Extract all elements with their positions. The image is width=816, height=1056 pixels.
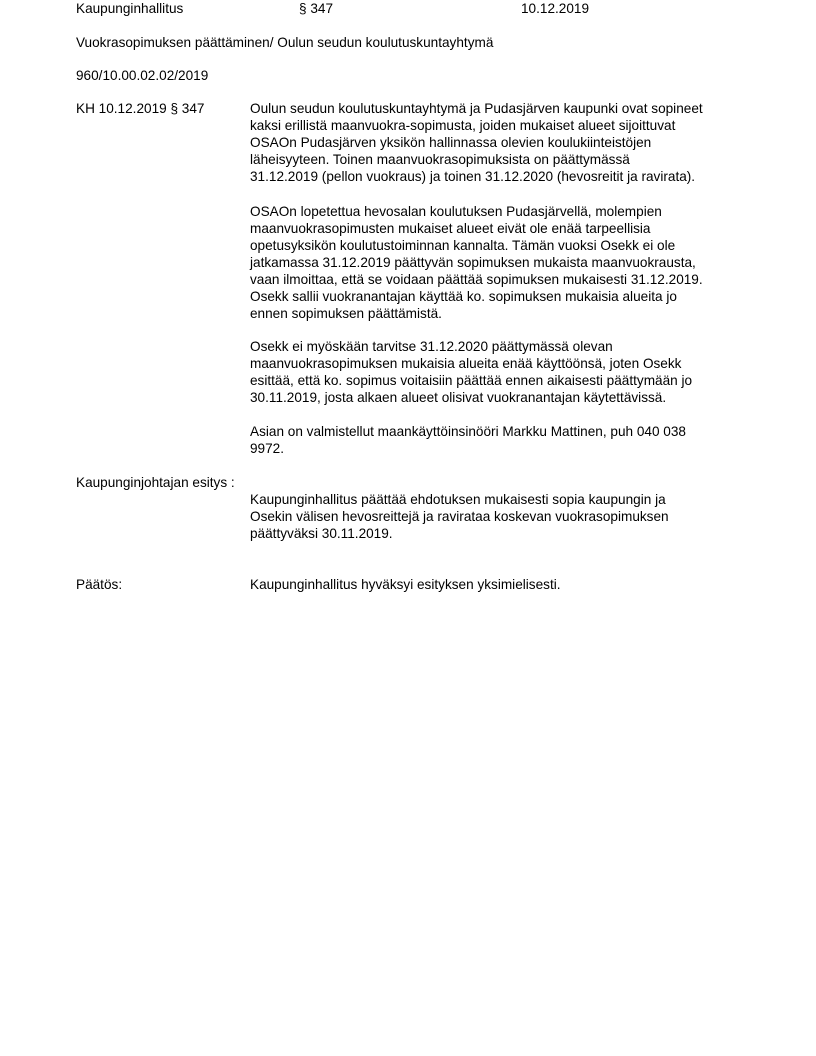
body-line: esittää, että ko. sopimus voitaisiin päättää ennen aikaisesti päättymään jo [250,373,693,388]
body-paragraph-3 [250,338,750,406]
body-line: Oulun seudun koulutuskuntayhtymä ja Pudasjärven kaupunki ovat sopineet [250,101,703,116]
decision-label: Päätös: [76,577,123,592]
item-reference: KH 10.12.2019 § 347 [76,101,205,116]
body-line: jatkamassa 31.12.2019 päättyvän sopimuksen mukaista maanvuokrausta, [250,255,696,270]
proposal-text [250,491,750,542]
proposal-line: Kaupunginhallitus päättää ehdotuksen mukaisesti sopia kaupungin ja [250,492,666,507]
body-line: kaksi erillistä maanvuokra-sopimusta, joiden mukaiset alueet sijoittuvat [250,118,676,133]
body-line: 9972. [250,441,285,456]
header-section: § 347 [299,1,334,16]
header-date: 10.12.2019 [521,1,590,16]
body-paragraph-4 [250,423,750,457]
decision-text: Kaupunginhallitus hyväksyi esityksen yksimielisesti. [250,577,561,592]
body-line: opetusyksikön koulutustoiminnan kannalta. Tämän vuoksi Osekk ei ole [250,238,676,253]
body-line: läheisyyteen. Toinen maanvuokrasopimuksista on päättymässä [250,152,630,167]
header-organ: Kaupunginhallitus [76,1,184,16]
body-line: ennen sopimuksen päättämistä. [250,306,442,321]
body-line: 31.12.2019 (pellon vuokraus) ja toinen 31.12.2020 (hevosreitit ja ravirata). [250,169,696,184]
body-line: OSAOn lopetettua hevosalan koulutuksen Pudasjärvellä, molempien [250,204,662,219]
proposal-label: Kaupunginjohtajan esitys : [76,475,235,490]
body-line: Osekk ei myöskään tarvitse 31.12.2020 päättymässä olevan [250,339,613,354]
body-line: maanvuokrasopimusten mukaiset alueet eivät ole enää tarpeellisia [250,221,651,236]
body-line: Osekk sallii vuokranantajan käyttää ko. sopimuksen mukaisia alueita jo [250,289,677,304]
document-title: Vuokrasopimuksen päättäminen/ Oulun seudun koulutuskuntayhtymä [76,35,494,50]
proposal-line: Osekin välisen hevosreittejä ja ravirataa koskevan vuokrasopimuksen [250,509,669,524]
body-line: maanvuokrasopimuksen mukaisia alueita enää käyttöönsä, joten Osekk [250,356,682,371]
body-paragraph-2 [250,203,750,322]
proposal-line: päättyväksi 30.11.2019. [250,526,393,541]
body-line: Asian on valmistellut maankäyttöinsinööri Markku Mattinen, puh 040 038 [250,424,686,439]
body-line: 30.11.2019, josta alkaen alueet olisivat vuokranantajan käytettävissä. [250,390,667,405]
body-paragraph-1 [250,100,750,185]
record-number: 960/10.00.02.02/2019 [76,68,209,83]
body-line: OSAOn Pudasjärven yksikön hallinnassa olevien koulukiinteistöjen [250,135,652,150]
body-line: vaan ilmoittaa, että se voidaan päättää sopimuksen mukaisesti 31.12.2019. [250,272,703,287]
